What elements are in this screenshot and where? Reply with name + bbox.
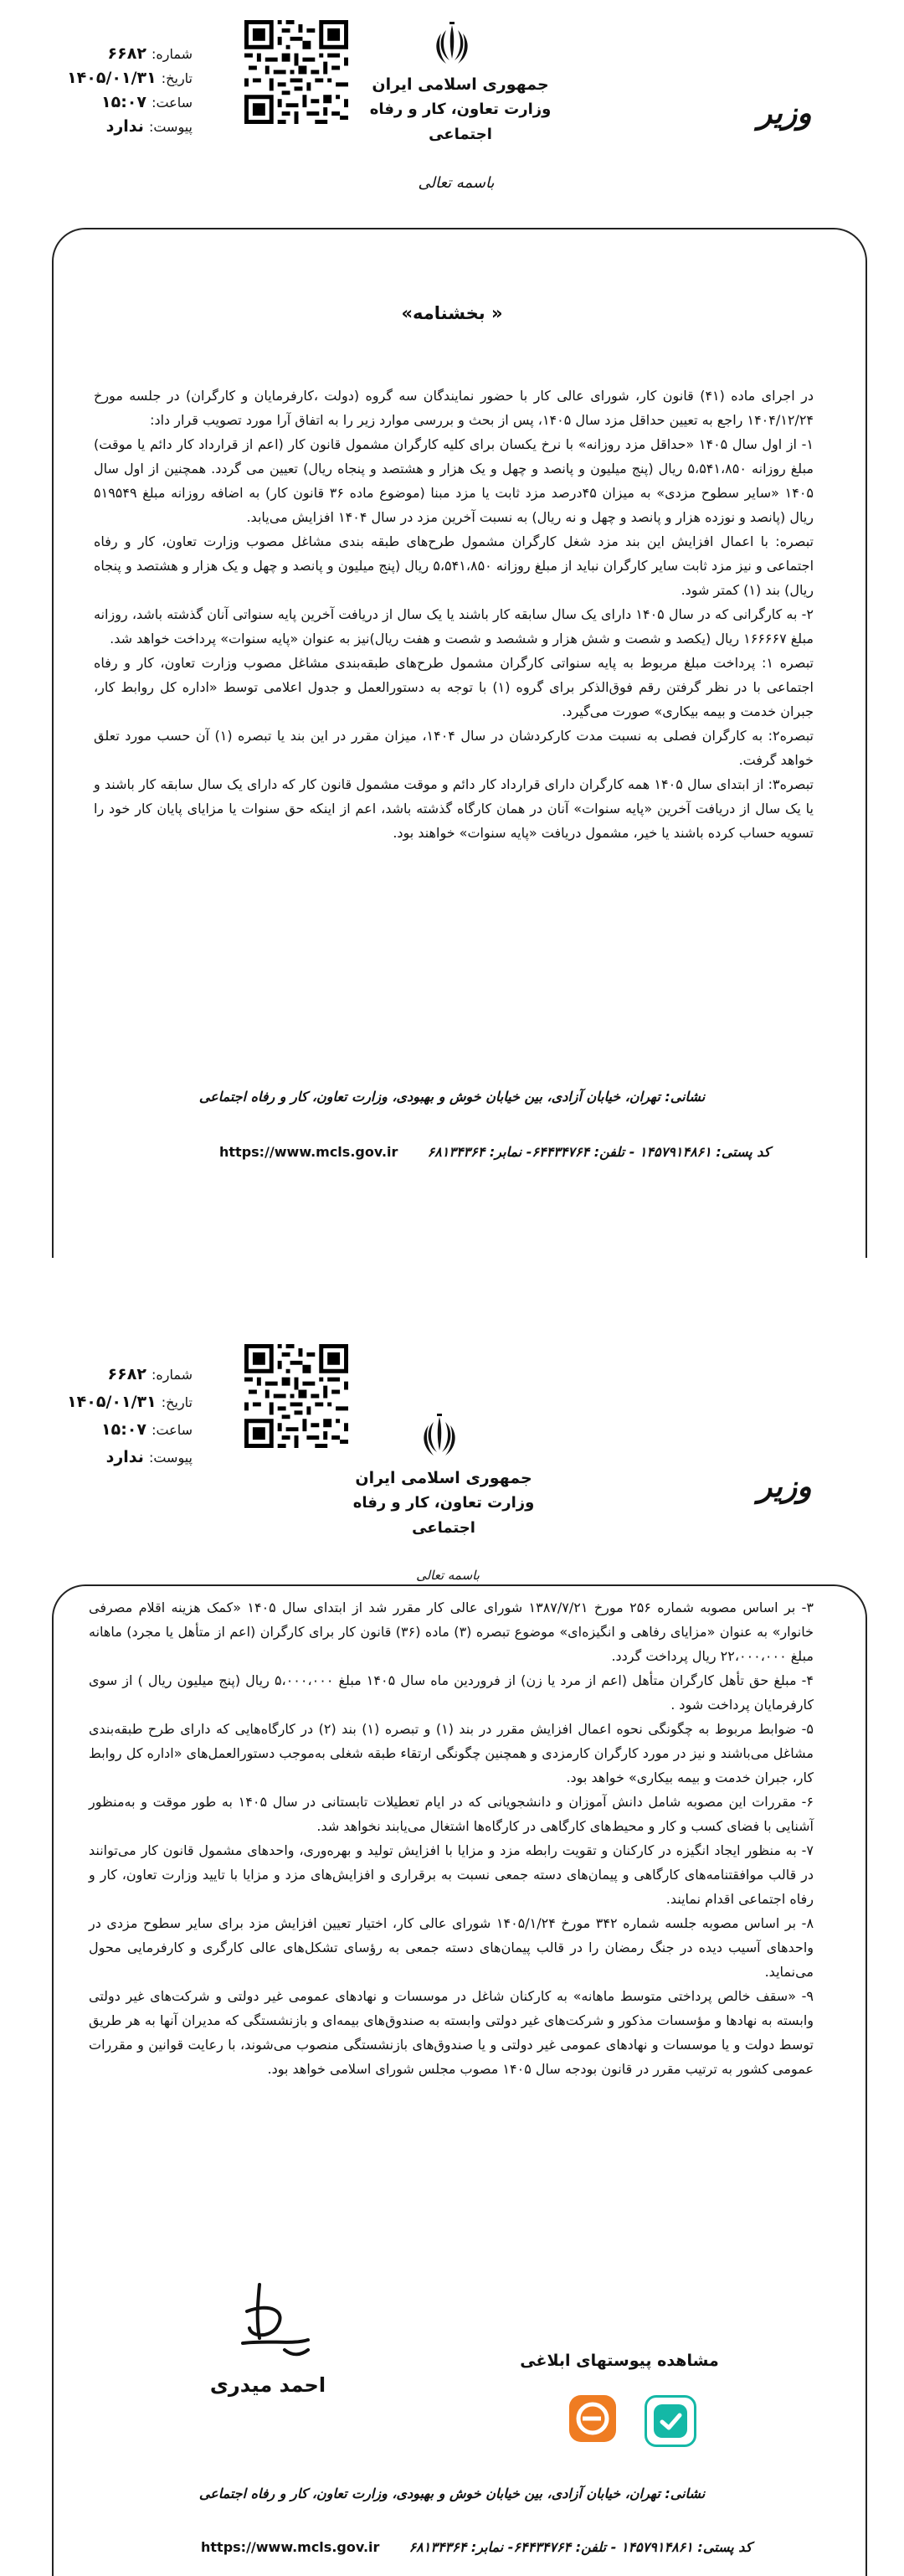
organization-name — [352, 72, 569, 147]
attachment-label: پیوست: — [148, 1450, 193, 1466]
attachment-label: پیوست: — [148, 119, 193, 135]
letter-body — [89, 1595, 814, 2081]
organization-name — [335, 1466, 552, 1541]
org-line-2: وزارت تعاون، کار و رفاه اجتماعی — [369, 100, 552, 143]
handwritten-signature — [209, 2278, 326, 2370]
time-label: ساعت: — [152, 95, 193, 111]
clause-8: ۸- بر اساس مصوبه جلسه شماره ۳۴۲ مورخ ۱۴۰۵/۱/۲۴ شورای عالی کار، اختیار تعیین افزایش مزد برای سایر سطوح مزدی در واحدهای آسیب دیده در جنگ رمضان را در قالب پیمان‌های دسته جمعی به رؤسای تشکل‌های عالی کارگری و کارفرمایی محول می‌نماید. — [89, 1915, 814, 1980]
clause-2-note-3: تبصره۳: از ابتدای سال ۱۴۰۵ همه کارگران دارای قرارداد کار دائم و موقت مشمول قانون کار که دارای یک سال سابقه کار باشند و یا یک سال از دریافت آخرین «پایه سنوات» آنان در همان کارگاه گذشته باشد، اعم از اینکه حق سنوات یا مزایای پایان کار خود را تسویه حساب کرده باشند یا خیر، مشمول دریافت «پایه سنوات» خواهند بود. — [94, 776, 814, 841]
date-label: تاریخ: — [161, 70, 193, 86]
footer-address: نشانی: تهران، خیابان آزادی، بین خیابان خوش و بهبودی، وزارت تعاون، کار و رفاه اجتماعی — [198, 2486, 706, 2501]
signature-block — [184, 2278, 352, 2397]
org-line-1: جمهوری اسلامی ایران — [355, 1469, 532, 1487]
signer-name: احمد میدری — [209, 2373, 326, 2397]
footer-contact — [219, 1144, 770, 1160]
time-value: ۱۵:۰۷ — [101, 1420, 147, 1439]
clause-2-note-2: تبصره۲: به کارگران فصلی به نسبت مدت کارکردشان در سال ۱۴۰۴، میزان مقرر در این بند یا تبصره (۱) آن حسب مورد تعلق خواهد گرفت. — [94, 728, 814, 768]
qr-code[interactable] — [244, 1344, 348, 1448]
footer-codes: کد پستی: ۱۴۵۷۹۱۴۸۶۱ - تلفن: ۶۴۴۳۴۷۶۴- نمابر: ۶۸۱۳۴۳۶۴ — [408, 2539, 752, 2555]
date-label: تاریخ: — [161, 1394, 193, 1410]
time-label: ساعت: — [152, 1422, 193, 1438]
bismillah: باسمه تعالی — [418, 174, 495, 192]
document-title: « بخشنامه» — [401, 303, 503, 323]
footer-codes: کد پستی: ۱۴۵۷۹۱۴۸۶۱ - تلفن: ۶۴۴۳۴۷۶۴- نمابر: ۶۸۱۳۴۳۶۴ — [427, 1144, 771, 1160]
footer-address: نشانی: تهران، خیابان آزادی، بین خیابان خوش و بهبودی، وزارت تعاون، کار و رفاه اجتماعی — [198, 1089, 706, 1105]
bismillah: باسمه تعالی — [416, 1568, 480, 1583]
iran-emblem-icon — [431, 22, 473, 69]
date-value: ۱۴۰۵/۰۱/۳۱ — [67, 1393, 157, 1411]
website-link[interactable]: https://www.mcls.gov.ir — [219, 1144, 398, 1160]
clause-1: ۱- از اول سال ۱۴۰۵ «حداقل مزد روزانه» با نرخ یکسان برای کلیه کارگران مشمول قانون کار (اعم از قرارداد کار دائم یا موقت) مبلغ روزانه ۵،۵۴۱،۸۵۰ ریال (پنج میلیون و پانصد و چهل و یک هزار و هشتصد و پنجاه ریال) تعیین می گردد. همچنین از اول سال ۱۴۰۵ «سایر سطوح مزدی» به میزان ۴۵درصد مزد ثابت یا مزد مبنا (موضوع ماده ۳۶ قانون کار) به اضافه روزانه مبلغ ۵۱۹۵۴۹ ریال (پانصد و نوزده هزار و پانصد و چهل و نه ریال) به نسبت آخرین مزد در سال ۱۴۰۴ افزایش می‌یابد. — [94, 436, 814, 525]
attachment-value: ندارد — [105, 1448, 144, 1466]
letterhead — [0, 1256, 904, 1537]
org-line-2: وزارت تعاون، کار و رفاه اجتماعی — [352, 1494, 535, 1537]
clause-3: ۳- بر اساس مصوبه شماره ۲۵۶ مورخ ۱۳۸۷/۷/۲۱ شورای عالی کار مقرر شد از ابتدای سال ۱۴۰۵ «کمک هزینه اقلام مصرفی خانوار» به عنوان «مزایای رفاهی و انگیزه‌ای» موضوع تبصره (۳) ماده (۳۶) قانون کار برای کارگران (اعم از متأهل یا مجرد) ماهانه مبلغ ۲۲،۰۰۰،۰۰۰ ریال پرداخت گردد. — [89, 1600, 814, 1664]
footer-contact — [201, 2539, 752, 2555]
clause-4: ۴- مبلغ حق تأهل کارگران متأهل (اعم از مرد یا زن) از فروردین ماه سال ۱۴۰۵ مبلغ ۵،۰۰۰،۰۰۰ ریال (پنج میلیون ریال ) از سوی کارفرمایان پرداخت شود . — [89, 1672, 814, 1713]
intro-paragraph: در اجرای ماده (۴۱) قانون کار، شورای عالی کار با حضور نمایندگان سه گروه (دولت ،کارفرمایان و کارگران) در جلسه مورخ ۱۴۰۴/۱۲/۲۴ راجع به تعیین حداقل مزد سال ۱۴۰۵، پس از بحث و بررسی موارد زیر را به اتفاق آرا مورد تصویب قرار داد: — [94, 388, 814, 428]
org-line-1: جمهوری اسلامی ایران — [372, 75, 549, 94]
clause-6: ۶- مقررات این مصوبه شامل دانش آموزان و دانشجویانی که در ایام تعطیلات تابستانی در سال ۱۴۰۵ به طور موقت و به‌منظور آشنایی با فضای کسب و کار و محیط‌های کارگاهی در کارگاه‌ها اشتغال می‌یابند نخواهد شد. — [89, 1794, 814, 1834]
letter-page-1 — [0, 0, 904, 1256]
attachments-title: مشاهده پیوستهای ابلاغی — [520, 2352, 719, 2370]
qr-code[interactable] — [244, 20, 348, 124]
clause-5: ۵- ضوابط مربوط به چگونگی نحوه اعمال افزایش مقرر در بند (۱) و تبصره (۱) بند (۲) در کارگاه‌هایی که دارای طرح طبقه‌بندی مشاغل می‌باشند و نیز در مورد کارگران کارمزدی و همچنین چگونگی ارتقاء طبقه شغلی به‌موجب دستورالعمل‌های «اداره کل روابط کار، جبران خدمت و بیمه بیکاری» خواهد بود. — [89, 1721, 814, 1785]
letter-meta — [50, 1361, 193, 1471]
clause-2: ۲- به کارگرانی که در سال ۱۴۰۵ دارای یک سال سابقه کار باشند یا یک سال از دریافت آخرین پایه سنواتی آنان گذشته باشد، روزانه مبلغ ۱۶۶۶۶۷ ریال (یکصد و شصت و شش هزار و ششصد و شصت و هفت ریال)نیز به عنوان «پایه سنوات» پرداخت خواهد شد. — [94, 606, 814, 647]
clause-7: ۷- به منظور ایجاد انگیزه در کارکنان و تقویت رابطه مزد و مزایا با افزایش تولید و بهره‌وری، واحدهای مشمول قانون کار می‌توانند در قالب موافقتنامه‌های کارگاهی و پیمان‌های دسته جمعی نسبت به برقراری و افزایش‌های مزد و مزایا با تایید وزارت تعاون، کار و رفاه اجتماعی اقدام نمایند. — [89, 1842, 814, 1907]
letterhead — [0, 0, 904, 234]
number-label: شماره: — [151, 1367, 193, 1383]
attachment-value: ندارد — [105, 117, 144, 136]
number-value: ۶۶۸۲ — [107, 1365, 146, 1383]
number-value: ۶۶۸۲ — [107, 44, 146, 63]
bale-logo-icon — [647, 2398, 694, 2445]
date-value: ۱۴۰۵/۰۱/۳۱ — [67, 69, 157, 87]
clause-2-note-1: تبصره ۱: پرداخت مبلغ مربوط به پایه سنواتی کارگران مشمول طرح‌های طبقه‌بندی مشاغل مصوب وزارت تعاون، کار و رفاه اجتماعی با در نظر گرفتن رقم فوق‌الذکر برای گروه (۱) با توجه به دستورالعمل و جدول اعلامی توسط «اداره کل روابط کار، جبران خدمت و بیمه بیکاری» صورت می‌گیرد. — [94, 655, 814, 719]
letter-body — [94, 384, 814, 845]
minister-heading: وزیر — [758, 96, 812, 131]
eitaa-app-icon[interactable] — [569, 2395, 616, 2442]
bale-app-icon[interactable] — [645, 2395, 696, 2447]
number-label: شماره: — [151, 46, 193, 62]
clause-9: ۹- «سقف خالص پرداختی متوسط ماهانه» به کارکنان شاغل در موسسات و نهادهای عمومی غیر دولتی و شرکت‌های غیر دولتی وابسته به نهادها و مؤسسات مذکور و شرکت‌های غیر دولتی وابسته به صندوق‌های بیمه‌ای و بازنشستگی که مدیران آنها به هر طریق توسط دولت و یا موسسات و نهادهای عمومی غیر دولتی و یا صندوق‌های بازنشستگی منصوب می‌شوند، با رعایت قوانین و مقررات عمومی کشور به ترتیب مقرر در قانون بودجه سال ۱۴۰۵ مصوب مجلس شورای اسلامی خواهد بود. — [89, 1988, 814, 2077]
eitaa-logo-icon — [569, 2395, 616, 2442]
minister-heading: وزیر — [758, 1470, 812, 1504]
iran-emblem-icon — [419, 1414, 460, 1461]
letter-meta — [50, 42, 193, 139]
letter-page-2 — [0, 1256, 904, 2574]
clause-1-note: تبصره: با اعمال افزایش این بند مزد شغل کارگران مشمول طرح‌های طبقه بندی مشاغل مصوب وزارت تعاون، کار و رفاه اجتماعی و نیز مزد ثابت سایر کارگران نباید از مبلغ روزانه ۵،۵۴۱،۸۵۰ ریال (پنج میلیون و پانصد و چهل و یک هزار و هشتصد و پنجاه ریال) بند (۱) کمتر شود. — [94, 533, 814, 598]
time-value: ۱۵:۰۷ — [101, 93, 147, 111]
website-link[interactable]: https://www.mcls.gov.ir — [201, 2539, 380, 2555]
